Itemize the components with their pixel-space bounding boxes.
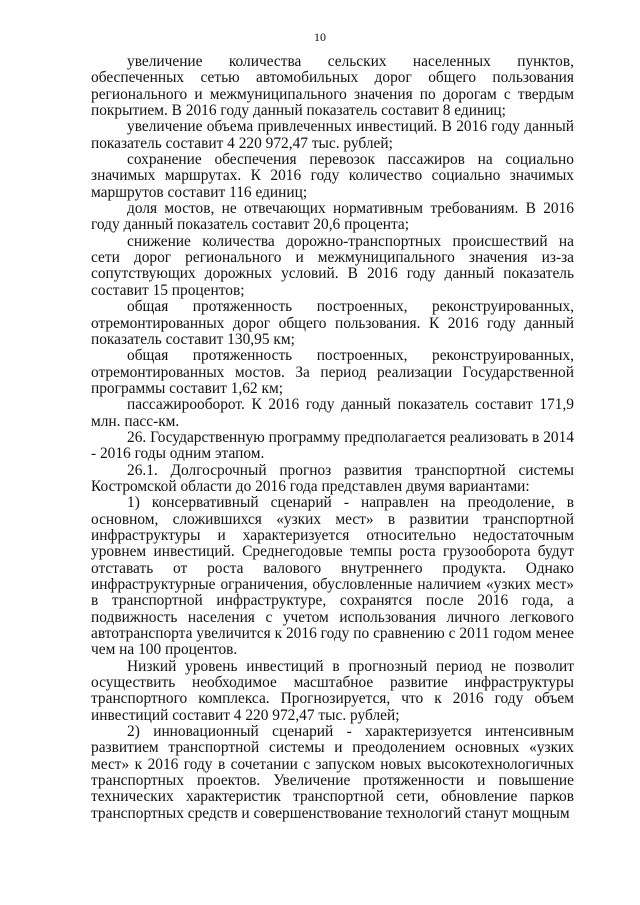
paragraph-road-accidents: снижение количества дорожно-транспортных происшествий на сети дорог регионального и межмуниципального значения из-за сопутствующих дорожных условий. В 2016 году данный показатель составит 15 процентов; xyxy=(91,232,574,299)
paragraph-section-26-1: 26.1. Долгосрочный прогноз развития транспортной системы Костромской области до 2016 года представлен двумя вариантами: xyxy=(91,461,574,495)
paragraph-innovative-scenario: 2) инновационный сценарий - характеризуется интенсивным развитием транспортной системы и преодолением основных «узких мест» к 2016 году в сочетании с запуском новых высокотехнологичных транспортных проектов. Увеличение протяженности и повышение технических характеристик транспортной сети, обновление парков транспортных средств и совершенствование технологий станут мощным xyxy=(91,723,574,822)
document-body xyxy=(91,54,574,822)
paragraph-rural-settlements: увеличение количества сельских населенных пунктов, обеспеченных сетью автомобильных дорог общего пользования регионального и межмуниципального значения по дорогам с твердым покрытием. В 2016 году данный показатель составит 8 единиц; xyxy=(91,53,574,120)
page-number: 10 xyxy=(314,30,326,44)
paragraph-social-routes: сохранение обеспечения перевозок пассажиров на социально значимых маршрутах. К 2016 году количество социально значимых маршрутов составит 116 единиц; xyxy=(91,151,574,201)
paragraph-passenger-turnover: пассажирооборот. К 2016 году данный показатель составит 171,9 млн. пасс-км. xyxy=(91,396,574,430)
paragraph-conservative-scenario: 1) консервативный сценарий - направлен на преодоление, в основном, сложившихся «узких мест» в развитии транспортной инфраструктуры и характеризуется относительно недостаточным уровнем инвестиций. Среднегодовые темпы роста грузооборота будут отставать от роста валового внутреннего продукта. Однако инфраструктурные ограничения, обусловленные наличием «узких мест» в транспортной инфраструктуре, сохранятся после 2016 года, а подвижность населения с учетом использования личного легкового автотранспорта увеличится к 2016 году по сравнению с 2011 годом менее чем на 100 процентов. xyxy=(91,494,574,659)
paragraph-low-investment: Низкий уровень инвестиций в прогнозный период не позволит осуществить необходимое масштабное развитие инфраструктуры транспортного комплекса. Прогнозируется, что к 2016 году объем инвестиций составит 4 220 972,47 тыс. рублей; xyxy=(91,657,574,724)
paragraph-bridges-share: доля мостов, не отвечающих нормативным требованиям. В 2016 году данный показатель составит 20,6 процента; xyxy=(91,200,574,234)
paragraph-investments: увеличение объема привлеченных инвестиций. В 2016 году данный показатель составит 4 220 972,47 тыс. рублей; xyxy=(91,118,574,152)
paragraph-roads-length: общая протяженность построенных, реконструированных, отремонтированных дорог общего пользования. К 2016 году данный показатель составит 130,95 км; xyxy=(91,298,574,348)
paragraph-section-26: 26. Государственную программу предполагается реализовать в 2014 - 2016 годы одним этапом. xyxy=(91,428,574,463)
paragraph-bridges-length: общая протяженность построенных, реконструированных, отремонтированных мостов. За период реализации Государственной программы составит 1,62 км; xyxy=(91,347,574,397)
